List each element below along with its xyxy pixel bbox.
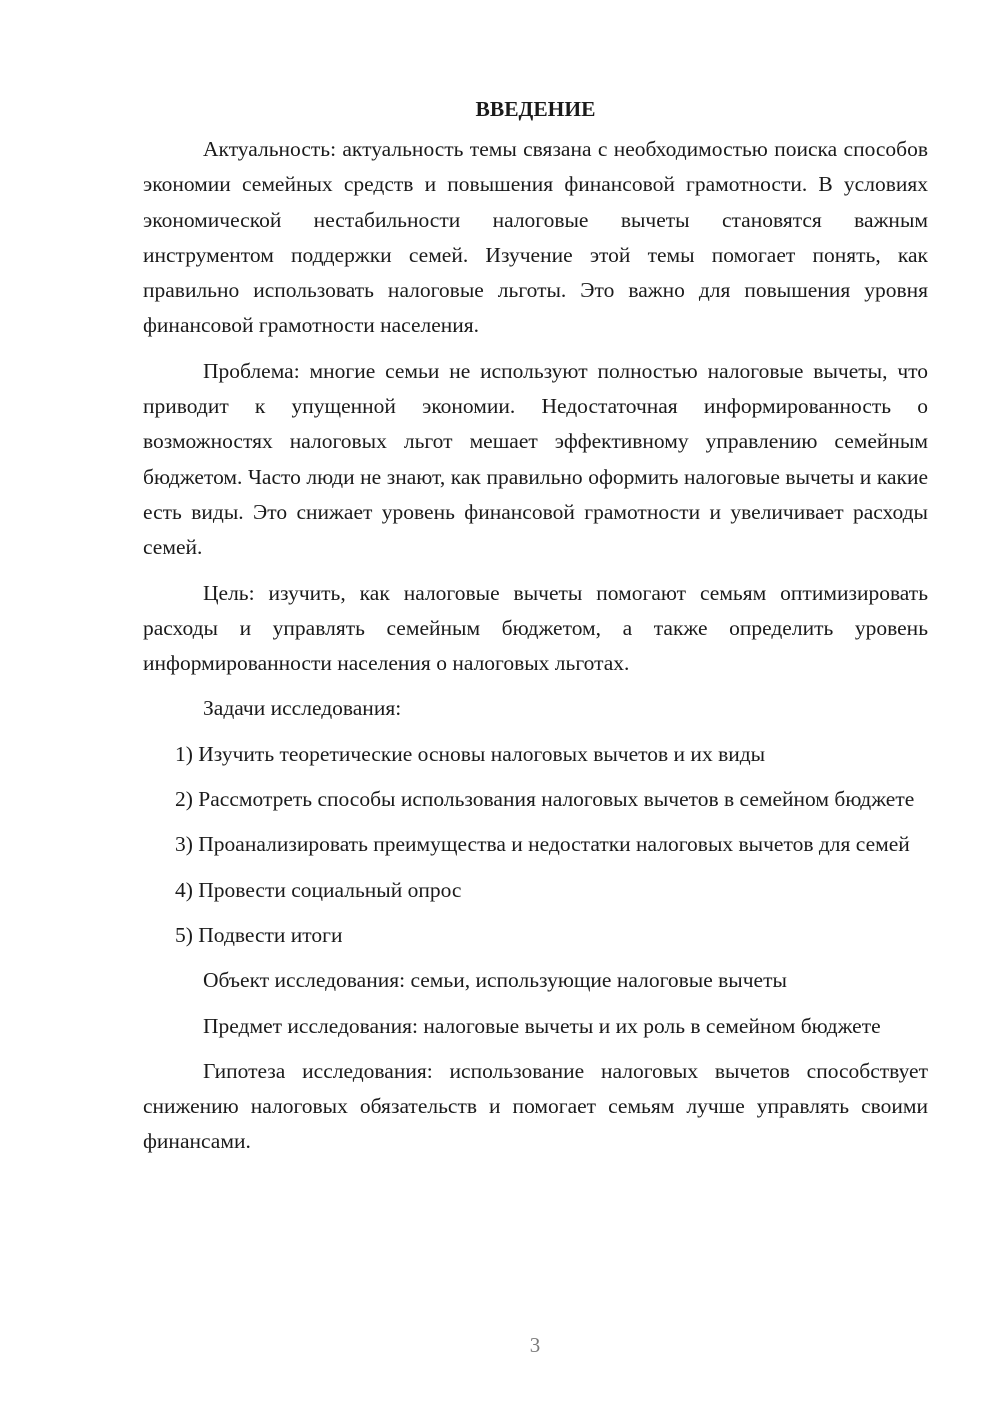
task-item-4: 4) Провести социальный опрос — [175, 877, 462, 902]
hypothesis-paragraph: Гипотеза исследования: использование налоговых вычетов способствует снижению налоговых обязательств и помогает семьям лучше управлять своими финансами. — [143, 1058, 928, 1154]
object-paragraph: Объект исследования: семьи, использующие налоговые вычеты — [203, 968, 787, 993]
goal-paragraph: Цель: изучить, как налоговые вычеты помогают семьям оптимизировать расходы и управлять семейным бюджетом, а также определить уровень информированности населения о налоговых льготах. — [143, 580, 928, 676]
task-item-1: 1) Изучить теоретические основы налоговых вычетов и их виды — [175, 741, 766, 766]
page-number: 3 — [529, 1333, 541, 1357]
page-title: ВВЕДЕНИЕ — [475, 97, 596, 121]
task-item-5: 5) Подвести итоги — [175, 922, 343, 947]
relevance-paragraph: Актуальность: актуальность темы связана с необходимостью поиска способов экономии семейных средств и повышения финансовой грамотности. В условиях экономической нестабильности налоговые вычеты становятся важным инструментом поддержки семей. Изучение этой темы помогает понять, как правильно использовать налоговые льготы. Это важно для повышения уровня финансовой грамотности населения. — [143, 137, 928, 338]
task-item-2: 2) Рассмотреть способы использования налоговых вычетов в семейном бюджете — [175, 787, 915, 812]
subject-paragraph: Предмет исследования: налоговые вычеты и их роль в семейном бюджете — [203, 1013, 881, 1038]
tasks-heading: Задачи исследования: — [203, 696, 402, 721]
problem-paragraph: Проблема: многие семьи не используют полностью налоговые вычеты, что приводит к упущенной экономии. Недостаточная информированность о возможностях налоговых льгот мешает эффективному управлению семейным бюджетом. Часто люди не знают, как правильно оформить налоговые вычеты и какие есть виды. Это снижает уровень финансовой грамотности и увеличивает расходы семей. — [143, 358, 928, 560]
task-item-3: 3) Проанализировать преимущества и недостатки налоговых вычетов для семей — [175, 832, 910, 857]
document-page — [143, 92, 928, 1170]
